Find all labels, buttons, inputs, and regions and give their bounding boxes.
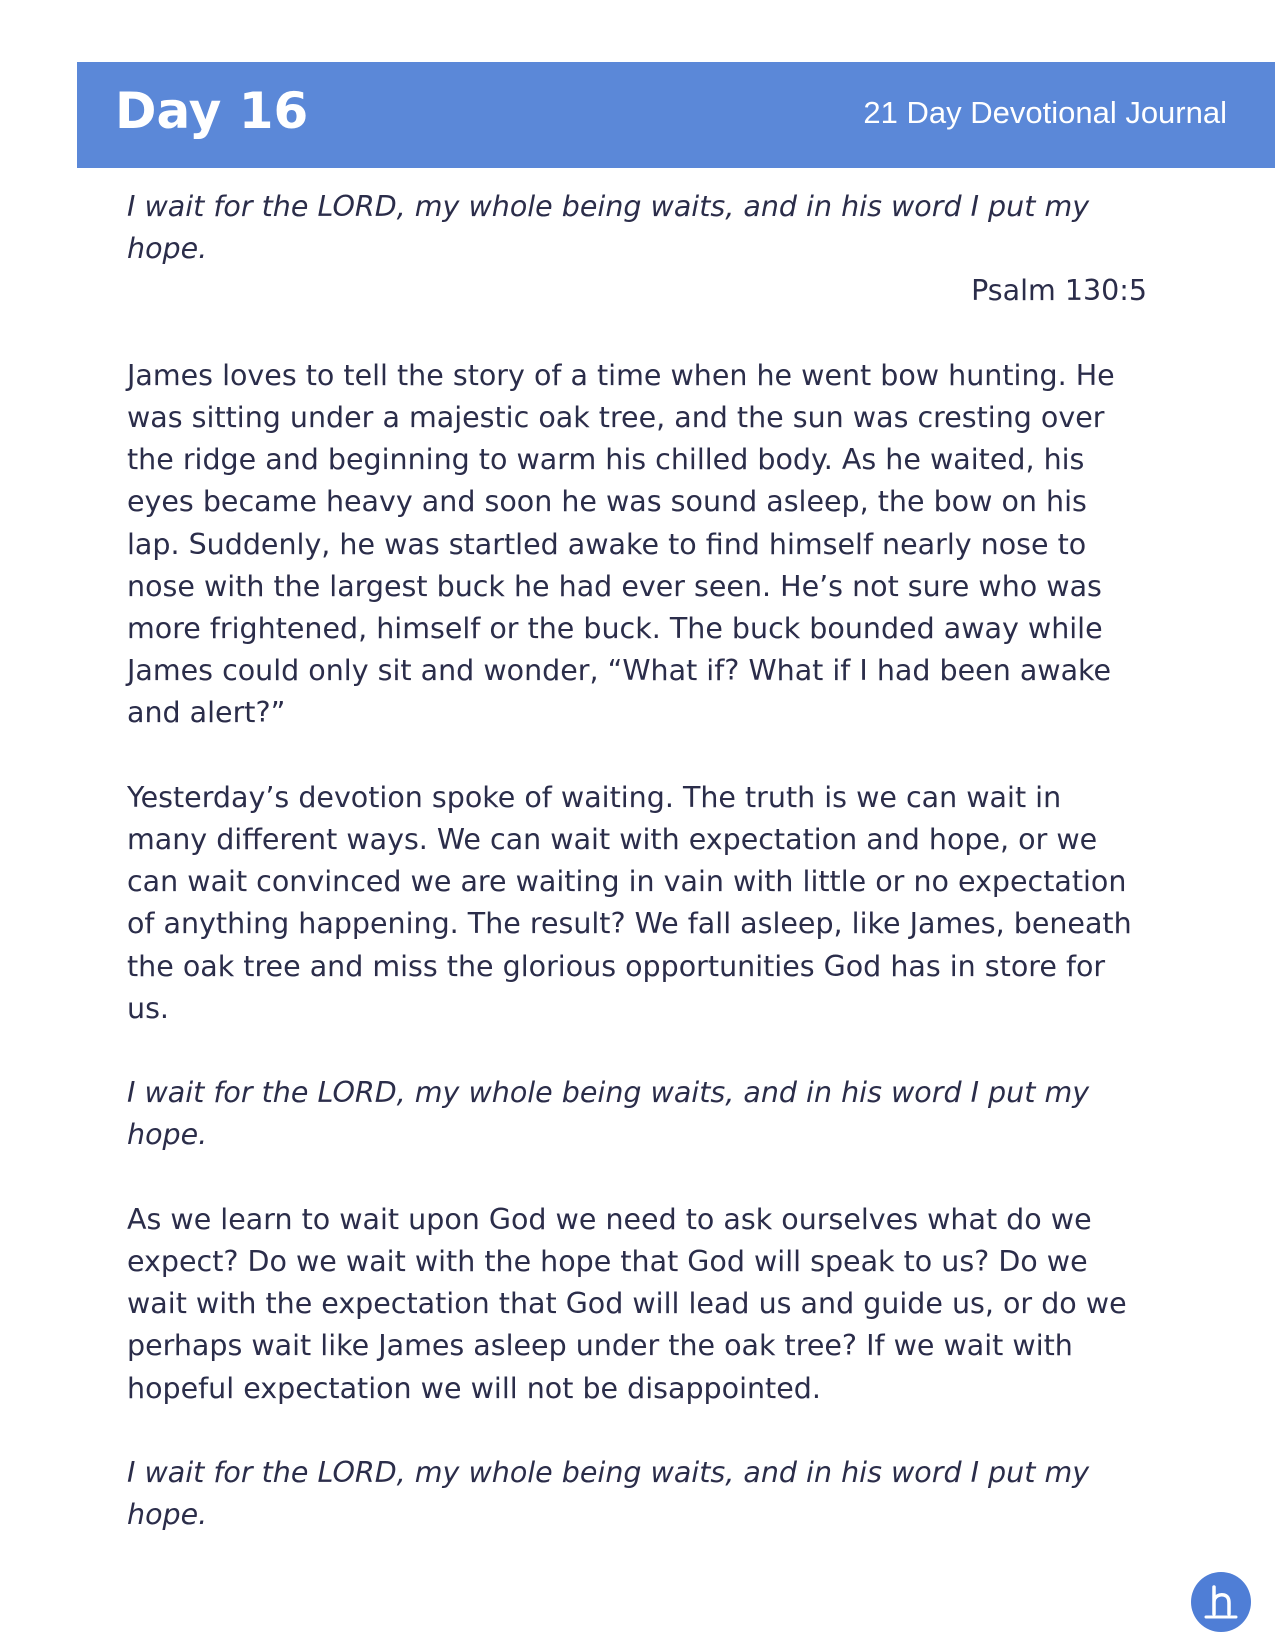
h-logo-icon (1191, 1572, 1251, 1632)
story-paragraph: James loves to tell the story of a time when he went bow hunting. He was sitting under a majestic oak tree, and the sun was cresting over the ridge and beginning to warm his chilled body. As he waited, his eyes became heavy and soon he was sound asleep, the bow on his lap. Suddenly, he was startled awake to find himself nearly nose to nose with the largest buck he had ever seen. He’s not sure who was more frightened, himself or the buck. The buck bounded away while James could only sit and wonder, “What if? What if I had been awake and alert?” (127, 358, 1115, 730)
repeated-verse-1: I wait for the LORD, my whole being waits, and in his word I put my hope. (127, 1076, 1090, 1152)
devotional-content (127, 186, 1147, 1536)
reflection-paragraph: As we learn to wait upon God we need to ask ourselves what do we expect? Do we wait with the hope that God will speak to us? Do we wait with the expectation that God will lead us and guide us, or do we perhaps wait like James asleep under the oak tree? If we wait with hopeful expectation we will not be disappointed. (127, 1202, 1127, 1405)
journal-title: 21 Day Devotional Journal (863, 95, 1227, 130)
opening-verse: I wait for the LORD, my whole being waits, and in his word I put my hope. (127, 190, 1090, 266)
waiting-paragraph: Yesterday’s devotion spoke of waiting. The truth is we can wait in many different ways. We can wait with expectation and hope, or we can wait convinced we are waiting in vain with little or no expectation of anything happening. The result? We fall asleep, like James, beneath the oak tree and miss the glorious opportunities God has in store for us. (127, 780, 1132, 1025)
verse-reference: Psalm 130:5 (971, 274, 1147, 308)
day-title: Day 16 (115, 82, 309, 140)
header-bar (77, 62, 1275, 168)
repeated-verse-2: I wait for the LORD, my whole being waits, and in his word I put my hope. (127, 1456, 1090, 1532)
